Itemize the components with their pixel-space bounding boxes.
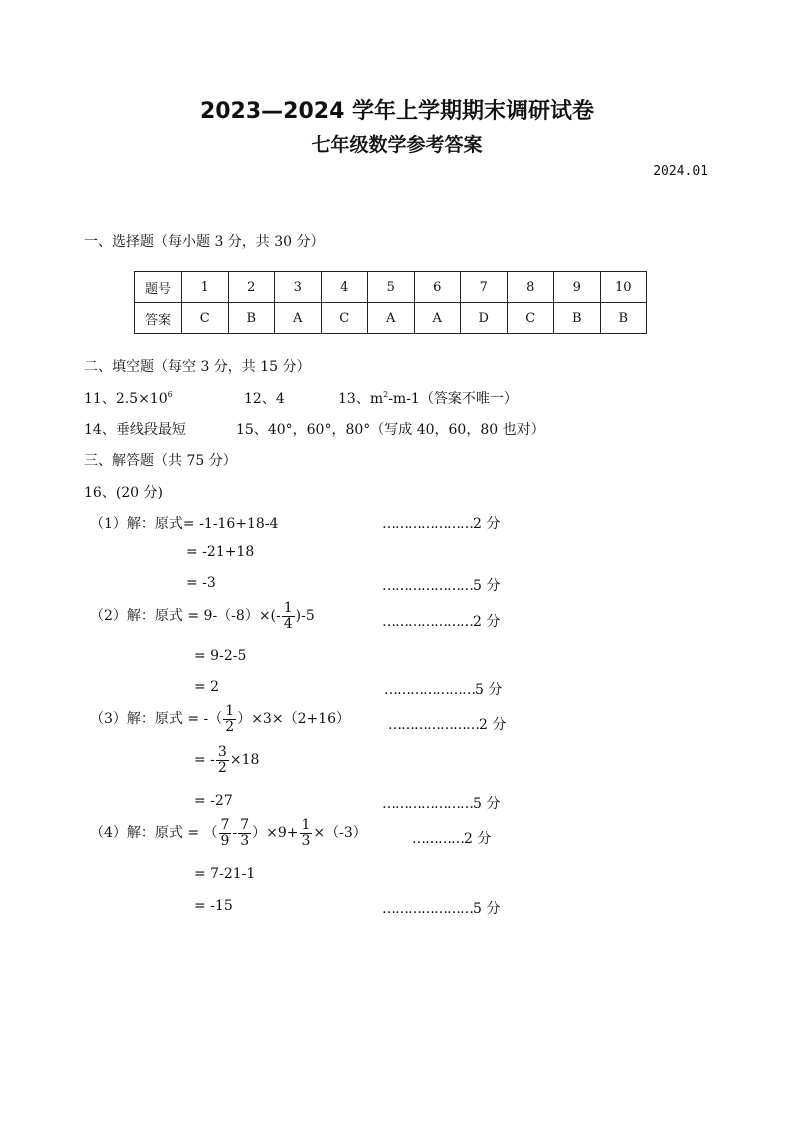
q13-text: 13、m — [338, 391, 384, 407]
score-mark: 5 分 — [473, 578, 501, 594]
score-mark: 5 分 — [473, 901, 501, 917]
score-mark: 5 分 — [473, 796, 501, 812]
score-mark: 2 分 — [473, 614, 501, 630]
s2-mark2 — [384, 679, 502, 699]
answer-cell: A — [368, 303, 415, 334]
s1-mark2 — [382, 575, 500, 595]
document-subtitle: 七年级数学参考答案 — [311, 134, 483, 156]
answer-cell: C — [507, 303, 554, 334]
s3-mark1 — [388, 714, 506, 734]
dot-leader: ………………… — [382, 578, 473, 594]
score-mark: 2 分 — [479, 717, 507, 733]
denominator: 3 — [301, 832, 311, 849]
numerator: 3 — [217, 744, 227, 760]
question16-heading: 16、(20 分) — [84, 485, 164, 501]
s4-line2: = 7-21-1 — [194, 866, 256, 882]
s4-expression-tail: ×（-3） — [313, 825, 367, 842]
s3-expression: （3）解：原式 = -（ — [90, 711, 223, 728]
section3-heading: 三、解答题（共 75 分） — [84, 453, 237, 469]
fraction — [219, 818, 232, 848]
table-row-answers — [135, 303, 647, 334]
question-number: 6 — [414, 272, 461, 303]
section2-heading: 二、填空题（每空 3 分，共 15 分） — [84, 359, 311, 375]
s2-expression: （2）解：原式 = 9-（-8）×(- — [90, 608, 281, 625]
answer-q11 — [84, 388, 173, 408]
document-date: 2024.01 — [653, 164, 708, 179]
question-number: 2 — [228, 272, 275, 303]
dot-leader: ………………… — [388, 717, 479, 733]
numerator: 1 — [225, 703, 235, 719]
answer-table — [134, 271, 647, 334]
question-number: 8 — [507, 272, 554, 303]
row-label-answer: 答案 — [135, 303, 182, 334]
answer-q14: 14、垂线段最短 — [84, 422, 186, 438]
question-number: 3 — [275, 272, 322, 303]
s4-expression: （4）解：原式 = （ — [90, 825, 218, 842]
score-mark: 2 分 — [473, 516, 501, 532]
dot-leader: ………………… — [382, 614, 473, 630]
s1-mark1 — [382, 513, 500, 533]
fraction — [238, 818, 251, 848]
answer-q13 — [338, 388, 518, 408]
s2-expression-tail: )-5 — [295, 608, 315, 625]
denominator: 3 — [240, 832, 250, 849]
s4-mark2 — [382, 898, 500, 918]
answer-cell: A — [275, 303, 322, 334]
s3-step-tail: ×18 — [229, 752, 260, 769]
answer-cell: B — [600, 303, 647, 334]
s2-line1 — [90, 601, 315, 631]
dot-leader: ………………… — [382, 901, 473, 917]
s3-line2 — [194, 745, 259, 775]
denominator: 9 — [220, 832, 230, 849]
answer-cell: C — [321, 303, 368, 334]
fraction — [282, 601, 295, 631]
answer-cell: B — [228, 303, 275, 334]
question-number: 7 — [461, 272, 508, 303]
score-mark: 2 分 — [464, 831, 492, 847]
dot-leader: ………… — [412, 831, 464, 847]
answer-cell: A — [414, 303, 461, 334]
fraction — [216, 745, 229, 775]
table-row-numbers — [135, 272, 647, 303]
s3-expression-tail: ）×3×（2+16） — [237, 711, 351, 728]
s1-line2: = -21+18 — [186, 544, 255, 560]
numerator: 7 — [220, 817, 230, 833]
numerator: 1 — [283, 600, 293, 616]
s2-line3: = 2 — [194, 679, 220, 695]
question-number: 4 — [321, 272, 368, 303]
s3-mark2 — [382, 793, 500, 813]
s3-line3: = -27 — [194, 793, 233, 809]
q13-suffix: -m-1（答案不唯一） — [388, 391, 518, 407]
question-number: 5 — [368, 272, 415, 303]
section1-heading: 一、选择题（每小题 3 分，共 30 分） — [84, 234, 325, 250]
q13-exponent: 2 — [383, 390, 389, 399]
s4-line1 — [90, 818, 367, 848]
question-number: 9 — [554, 272, 601, 303]
q11-text: 11、2.5×10 — [84, 391, 168, 407]
s1-line3: = -3 — [186, 575, 216, 591]
denominator: 4 — [283, 615, 293, 632]
minus-sign: - — [232, 825, 238, 842]
s2-line2: = 9-2-5 — [194, 648, 247, 664]
denominator: 2 — [225, 718, 235, 735]
answer-q15: 15、40°，60°，80°（写成 40，60，80 也对） — [236, 422, 545, 438]
answer-q12: 12、4 — [244, 391, 285, 407]
q11-exponent: 6 — [167, 390, 173, 399]
s1-line1: （1）解：原式= -1-16+18-4 — [90, 516, 279, 532]
s4-expression-mid: ）×9+ — [252, 825, 299, 842]
answer-cell: B — [554, 303, 601, 334]
s2-mark1 — [382, 611, 500, 631]
dot-leader: ………………… — [382, 516, 473, 532]
denominator: 2 — [217, 759, 227, 776]
numerator: 7 — [240, 817, 250, 833]
fraction — [223, 704, 236, 734]
question-number: 1 — [182, 272, 229, 303]
s3-line1 — [90, 704, 350, 734]
answer-cell: D — [461, 303, 508, 334]
answer-cell: C — [182, 303, 229, 334]
s4-mark1 — [412, 828, 491, 848]
score-mark: 5 分 — [475, 682, 503, 698]
dot-leader: ………………… — [382, 796, 473, 812]
dot-leader: ………………… — [384, 682, 475, 698]
row-label-number: 题号 — [135, 272, 182, 303]
s4-line3: = -15 — [194, 898, 233, 914]
fraction — [300, 818, 313, 848]
document-title: 2023—2024 学年上学期期末调研试卷 — [199, 99, 595, 124]
numerator: 1 — [301, 817, 311, 833]
s3-step: = - — [194, 752, 215, 769]
question-number: 10 — [600, 272, 647, 303]
